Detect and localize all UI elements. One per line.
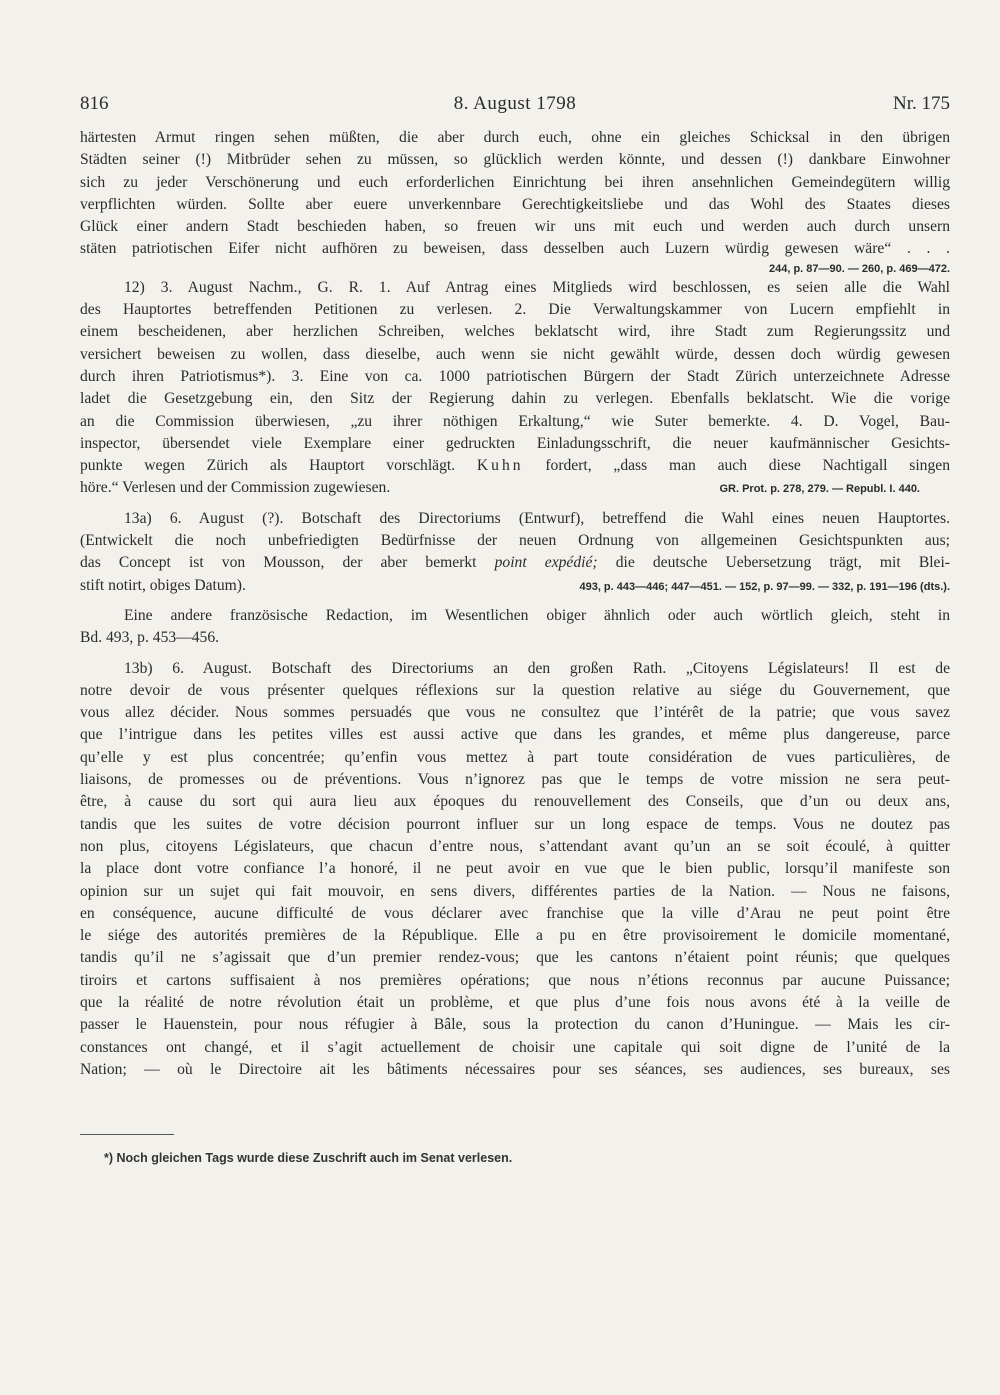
text-line: des Hauptortes betreffenden Petitionen zu verlesen. 2. Die Verwaltungskammer von Lucern empfiehlt in	[80, 301, 950, 319]
source-reference: 244, p. 87—90. — 260, p. 469—472.	[769, 262, 950, 275]
text-line: durch ihren Patriotismus*). 3. Eine von ca. 1000 patriotischen Bürgern der Stadt Zürich unterzeichnete Adresse	[80, 367, 950, 385]
text-line	[80, 477, 950, 499]
text-line: 13b) 6. August. Botschaft des Directoriums an den großen Rath. „Citoyens Législateurs! Il est de	[124, 659, 950, 677]
paragraph-petition-luzern	[80, 127, 950, 277]
document-number: Nr. 175	[893, 93, 950, 114]
text-line: le siége des autorités premières de la République. Elle a pu en être provisoirement le domicile momentané,	[80, 927, 950, 945]
text-line: en conséquence, aucune difficulté de vous déclarer avec franchise que la ville d’Arau ne peut point être	[80, 904, 950, 922]
paragraph-13b-botschaft	[80, 658, 950, 1082]
text-line: que l’intrigue dans les petites villes est aussi active que dans les grandes, et même plus dangereuse, parce	[80, 726, 950, 744]
text-line: versichert beweisen zu wollen, dass dieselbe, auch wenn sie nicht gewählt würde, dessen doch würdig gewesen	[80, 345, 950, 363]
text-segment: höre.“ Verlesen und der Commission zugewiesen.	[80, 479, 391, 497]
text-line: la place dont votre confiance l’a honoré, il ne peut avoir en vue que le bien public, lorsqu’il manifeste son	[80, 860, 950, 878]
text-line: vous allez décider. Nous sommes persuadés que vous ne consultez que l’intérêt de la patrie; que vous savez	[80, 704, 950, 722]
text-line: inspector, übersendet viele Exemplare einer gedruckten Einladungsschrift, die neuer kaufmännischer Gesichts-	[80, 434, 950, 452]
text-line: que la réalité de notre révolution était un problème, et que plus d’une fois nous avons été à la veille de	[80, 993, 950, 1011]
text-line: qu’elle y est plus concentrée; qu’enfin vous mettez à part toute considération de vues particulières, de	[80, 748, 950, 766]
text-line: constances ont changé, et il s’agit actuellement de choisir une capitale qui soit digne de l’unité de la	[80, 1038, 950, 1056]
paragraph-12-grosser-rath	[80, 277, 950, 500]
text-line: 12) 3. August Nachm., G. R. 1. Auf Antrag eines Mitglieds wird beschlossen, es seien alle die Wahl	[124, 278, 950, 296]
text-line: liaisons, de promesses ou de préventions. Vous n’ignorez pas que le temps de votre mission ne sera peut-	[80, 771, 950, 789]
text-line	[80, 455, 950, 477]
text-line: Städten seiner (!) Mitbrüder sehen zu müssen, so glücklich werden könnte, und dessen (!) dankbare Einwohner	[80, 151, 950, 169]
text-line: opinion sur un sujet qui fait mouvoir, en sens divers, différentes parties de la Nation. — Nous ne faisons,	[80, 882, 950, 900]
text-line: passer le Hauenstein, pour nous réfugier à Bâle, sous la protection du canon d’Huningue. — Mais les cir-	[80, 1016, 950, 1034]
text-line: Nation; — où le Directoire ait les bâtiments nécessaires pour ses séances, ses audiences, ses bureaux, ses	[80, 1060, 950, 1078]
text-line	[80, 575, 950, 597]
text-line: an die Commission überwiesen, „zu ihrer nöthigen Erkaltung,“ wie Suter bemerkte. 4. D. Vogel, Bau-	[80, 412, 950, 430]
text-line: härtesten Armut ringen sehen müßten, die aber durch euch, ohne ein gleiches Schicksal in den übrigen	[80, 129, 950, 146]
text-line: stäten patriotischen Eifer nicht aufhören zu beweisen, dass desselben auch Luzern würdig gewesen wäre“ . . .	[80, 240, 950, 258]
italic-phrase: point expédié;	[494, 554, 598, 572]
text-line: non plus, citoyens Législateurs, que chacun d’entre nous, s’attendant avant qu’un an se soit écoulé, à quitter	[80, 837, 950, 855]
text-line	[80, 552, 950, 574]
page-header	[80, 93, 950, 123]
paragraph-french-redaction	[80, 605, 950, 650]
text-segment: stift notirt, obiges Datum).	[80, 576, 246, 594]
footnote-divider	[80, 1134, 174, 1135]
text-line: notre devoir de vous présenter quelques réflexions sur la question relative au siége du Gouvernement, que	[80, 681, 950, 699]
text-line: tiroirs et cartons suffisaient à nos premières opérations; que nous n’étions reconnus par aucune Puissance;	[80, 971, 950, 989]
text-line: Glück einer andern Stadt beschieden haben, so freuen wir uns mit euch und werden auch durch unsern	[80, 218, 950, 236]
text-segment: fordert, „dass man auch diese Nachtigall singen	[545, 457, 950, 475]
paragraph-13a-botschaft-entwurf	[80, 508, 950, 597]
person-name-kuhn: Kuhn	[476, 457, 524, 475]
text-segment: punkte wegen Zürich als Hauptort vorschlägt.	[80, 457, 456, 475]
text-segment: das Concept ist von Mousson, der aber bemerkt	[80, 554, 477, 572]
text-line: einem bescheidenen, aber herzlichen Schreiben, welches beklatscht wird, ihre Stadt zum Regierungssitz und	[80, 323, 950, 341]
page-body	[80, 127, 950, 1081]
text-line: ladet die Gesetzgebung ein, den Sitz der Regierung dahin zu verlegen. Ebenfalls beklatscht. Wie die vorige	[80, 390, 950, 408]
text-line: tandis que les suites de votre décision pourront influer sur un long espace de temps. Vous ne doutez pas	[80, 815, 950, 833]
text-line: sich zu jeder Verschönerung und euch erforderlichen Einrichtung bei ihren ansehnlichen Gemeindegütern willig	[80, 173, 950, 191]
header-date: 8. August 1798	[453, 93, 577, 114]
page-number: 816	[80, 93, 109, 114]
text-segment: die deutsche Uebersetzung trägt, mit Blei-	[615, 554, 950, 572]
text-line: tandis qu’il ne s’agissait que d’un premier rendez-vous; que les cantons n’étaient point réunis; que quelques	[80, 949, 950, 967]
text-line: verpflichten würden. Sollte aber euere unverkennbare Gerechtigkeitsliebe und das Wohl des Staates dieses	[80, 195, 950, 213]
source-reference: GR. Prot. p. 278, 279. — Republ. I. 440.	[719, 483, 920, 496]
text-line: Eine andere französische Redaction, im Wesentlichen obiger ähnlich oder auch wörtlich gleich, steht in	[124, 606, 950, 624]
text-line: (Entwickelt die noch unbefriedigten Bedürfnisse der neuen Ordnung von allgemeinen Gesichtspunkten aus;	[80, 532, 950, 550]
text-line: Bd. 493, p. 453—456.	[80, 629, 220, 647]
source-reference: 493, p. 443—446; 447—451. — 152, p. 97—99. — 332, p. 191—196 (dts.).	[579, 580, 950, 593]
text-line: 13a) 6. August (?). Botschaft des Directoriums (Entwurf), betreffend die Wahl eines neuen Hauptortes.	[124, 509, 950, 527]
text-line: être, à cause du sort qui aura lieu aux époques du renouvellement des Conseils, que d’un ou deux ans,	[80, 793, 950, 811]
footnote: *) Noch gleichen Tags wurde diese Zuschrift auch im Senat verlesen.	[104, 1151, 513, 1165]
